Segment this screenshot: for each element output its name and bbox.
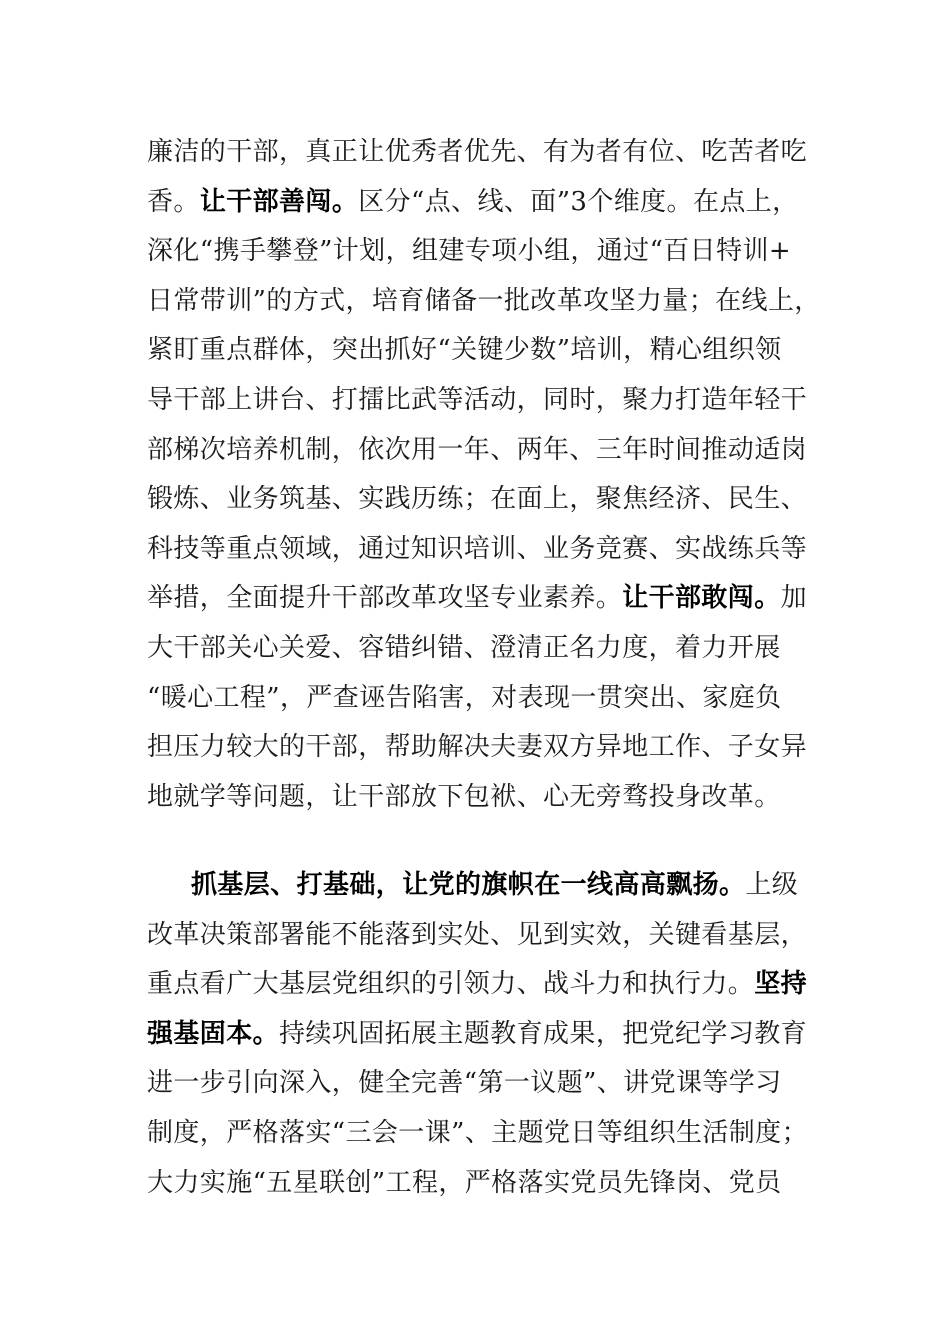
text-run: 廉洁的干部，真正让优秀者优先、有为者有位、吃苦者吃 (147, 137, 808, 167)
text-run: “暖心工程”，严查诬告陷害，对表现一贯突出、家庭负 (147, 682, 782, 713)
bold-heading-run: 坚持 (754, 969, 808, 1000)
text-line (147, 426, 807, 476)
paragraph-cadre-development (147, 128, 821, 822)
text-run: 深化“携手攀登”计划，组建专项小组，通过“百日特训+ (147, 236, 792, 267)
text-line (147, 723, 807, 773)
text-run: 改革决策部署能不能落到实处、见到实效，关键看基层， (147, 919, 808, 950)
text-run: 地就学等问题，让干部放下包袱、心无旁骛投身改革。 (147, 781, 781, 812)
text-line (147, 227, 807, 277)
bold-heading-run: 强基固本。 (147, 1018, 280, 1049)
text-line (147, 960, 807, 1010)
text-run: 制度，严格落实“三会一课”、主题党日等组织生活制度； (147, 1117, 808, 1148)
text-run: 进一步引向深入，健全完善“第一议题”、讲党课等学习 (147, 1068, 782, 1099)
text-run: 导干部上讲台、打擂比武等活动，同时，聚力打造年轻干 (147, 384, 808, 415)
paragraph-grassroots (147, 861, 807, 1208)
text-run: 部梯次培养机制，依次用一年、两年、三年时间推动适岗 (147, 434, 808, 465)
text-line (147, 475, 807, 525)
text-line (147, 128, 807, 178)
text-line (147, 674, 807, 724)
text-line (147, 277, 821, 327)
text-run: 重点看广大基层党组织的引领力、战斗力和执行力。 (147, 969, 755, 1000)
text-run: 大力实施“五星联创”工程，严格落实党员先锋岗、党员 (147, 1167, 782, 1198)
text-run: 加 (780, 583, 808, 614)
text-line (147, 574, 807, 624)
text-line (147, 624, 807, 674)
text-run: 举措，全面提升干部改革攻坚专业素养。 (147, 583, 623, 614)
text-run: 区分“点、线、面”3个维度。在点上， (358, 186, 799, 217)
text-line (147, 326, 807, 376)
text-run: 香。 (147, 186, 200, 217)
text-line (147, 376, 807, 426)
text-line (147, 1059, 807, 1109)
text-run: 紧盯重点群体，突出抓好“关键少数”培训，精心组织领 (147, 335, 782, 366)
text-line (147, 525, 807, 575)
text-run: 上级 (745, 870, 799, 900)
text-line (147, 1109, 807, 1159)
text-line (147, 1010, 807, 1060)
text-run: 持续巩固拓展主题教育成果，把党纪学习教育 (279, 1018, 808, 1049)
text-line (147, 773, 807, 823)
bold-heading-run: 抓基层、打基础，让党的旗帜在一线高高飘扬。 (191, 870, 746, 900)
text-line (147, 1159, 807, 1209)
bold-heading-run: 让干部敢闯。 (622, 583, 781, 614)
text-line (147, 178, 807, 228)
text-run: 科技等重点领域，通过知识培训、业务竞赛、实战练兵等 (147, 533, 808, 564)
text-line (147, 911, 807, 961)
bold-heading-run: 让干部善闯。 (199, 186, 359, 217)
text-line (147, 861, 807, 911)
text-run: 大干部关心关爱、容错纠错、澄清正名力度，着力开展 (147, 632, 781, 663)
text-run: 日常带训”的方式，培育储备一批改革攻坚力量；在线上， (147, 285, 821, 316)
text-run: 锻炼、业务筑基、实践历练；在面上，聚焦经济、民生、 (147, 484, 808, 515)
text-run: 担压力较大的干部，帮助解决夫妻双方异地工作、子女异 (147, 732, 808, 763)
